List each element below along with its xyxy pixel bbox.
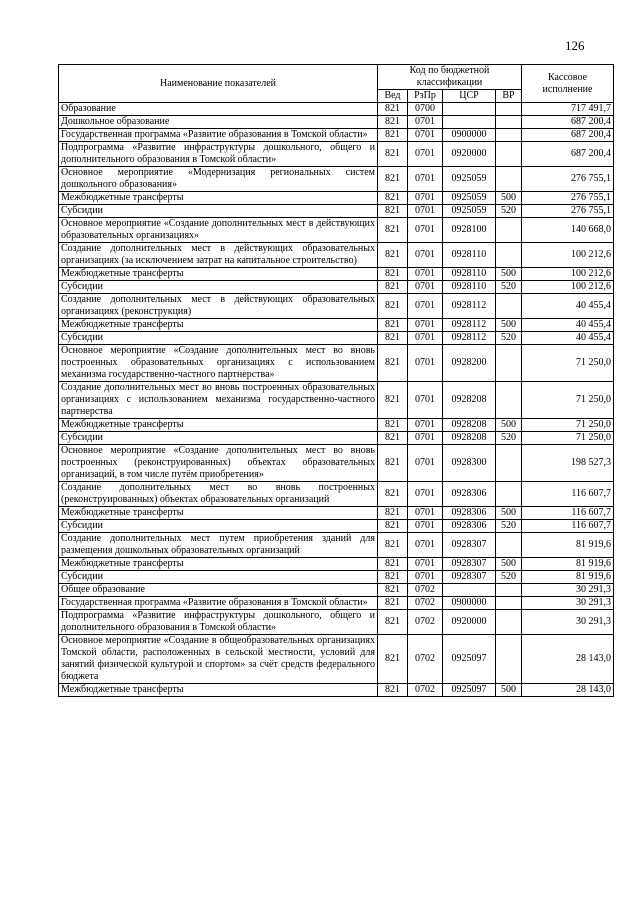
header-csr: ЦСР: [443, 90, 496, 103]
row-name: Дошкольное образование: [59, 116, 378, 129]
row-rzpr: 0702: [408, 584, 443, 597]
row-ved: 821: [378, 345, 408, 382]
row-ved: 821: [378, 332, 408, 345]
row-rzpr: 0701: [408, 382, 443, 419]
row-name: Субсидии: [59, 432, 378, 445]
row-rzpr: 0702: [408, 684, 443, 697]
row-csr: [443, 584, 496, 597]
row-vr: 520: [496, 432, 522, 445]
row-csr: 0928208: [443, 382, 496, 419]
row-vr: [496, 345, 522, 382]
row-csr: 0928307: [443, 571, 496, 584]
table-row: [59, 445, 614, 482]
row-vr: [496, 635, 522, 684]
row-rzpr: 0702: [408, 610, 443, 635]
header-code-group: Код по бюджетной классификации: [378, 65, 522, 90]
table-row: [59, 558, 614, 571]
row-amount: 71 250,0: [522, 345, 614, 382]
row-vr: [496, 584, 522, 597]
table-row: [59, 142, 614, 167]
row-vr: 520: [496, 281, 522, 294]
row-ved: 821: [378, 116, 408, 129]
row-rzpr: 0701: [408, 268, 443, 281]
row-ved: 821: [378, 294, 408, 319]
row-ved: 821: [378, 218, 408, 243]
row-csr: 0928112: [443, 294, 496, 319]
table-row: [59, 103, 614, 116]
row-ved: 821: [378, 281, 408, 294]
row-ved: 821: [378, 445, 408, 482]
row-amount: 140 668,0: [522, 218, 614, 243]
row-csr: [443, 116, 496, 129]
row-csr: 0928306: [443, 507, 496, 520]
row-amount: 100 212,6: [522, 268, 614, 281]
row-vr: 520: [496, 520, 522, 533]
row-rzpr: 0701: [408, 520, 443, 533]
row-ved: 821: [378, 382, 408, 419]
row-vr: [496, 482, 522, 507]
row-rzpr: 0701: [408, 294, 443, 319]
header-ved: Вед: [378, 90, 408, 103]
row-amount: 717 491,7: [522, 103, 614, 116]
row-ved: 821: [378, 584, 408, 597]
table-row: [59, 597, 614, 610]
row-vr: [496, 142, 522, 167]
table-row: [59, 571, 614, 584]
row-vr: [496, 610, 522, 635]
row-name: Межбюджетные трансферты: [59, 319, 378, 332]
row-ved: 821: [378, 507, 408, 520]
row-vr: [496, 597, 522, 610]
row-rzpr: 0701: [408, 281, 443, 294]
header-vr: ВР: [496, 90, 522, 103]
row-name: Межбюджетные трансферты: [59, 419, 378, 432]
row-amount: 28 143,0: [522, 635, 614, 684]
row-vr: [496, 533, 522, 558]
row-amount: 71 250,0: [522, 382, 614, 419]
table-row: [59, 218, 614, 243]
row-name: Создание дополнительных мест во вновь построенных образовательных организациях с использованием механизма государственно-частного партнерства: [59, 382, 378, 419]
row-vr: [496, 445, 522, 482]
row-rzpr: 0701: [408, 332, 443, 345]
row-rzpr: 0701: [408, 558, 443, 571]
row-vr: 500: [496, 558, 522, 571]
table-row: [59, 482, 614, 507]
row-amount: 71 250,0: [522, 432, 614, 445]
row-rzpr: 0701: [408, 243, 443, 268]
row-ved: 821: [378, 167, 408, 192]
row-rzpr: 0701: [408, 167, 443, 192]
row-ved: 821: [378, 319, 408, 332]
header-rzpr: РзПр: [408, 90, 443, 103]
row-amount: 276 755,1: [522, 167, 614, 192]
row-amount: 198 527,3: [522, 445, 614, 482]
row-name: Создание дополнительных мест в действующих образовательных организациях (реконструкция): [59, 294, 378, 319]
row-amount: 40 455,4: [522, 319, 614, 332]
row-name: Создание дополнительных мест в действующих образовательных организациях (за исключением затрат на капитальное строительство): [59, 243, 378, 268]
row-vr: 520: [496, 571, 522, 584]
row-rzpr: 0701: [408, 445, 443, 482]
row-name: Государственная программа «Развитие образования в Томской области»: [59, 129, 378, 142]
row-name: Основное мероприятие «Модернизация региональных систем дошкольного образования»: [59, 167, 378, 192]
row-name: Основное мероприятие «Создание дополнительных мест во вновь построенных образовательных организациях с использованием механизма государственно-частного партнерства»: [59, 345, 378, 382]
row-amount: 30 291,3: [522, 597, 614, 610]
row-name: Субсидии: [59, 571, 378, 584]
row-vr: 500: [496, 684, 522, 697]
row-csr: 0925059: [443, 205, 496, 218]
row-rzpr: 0701: [408, 345, 443, 382]
row-ved: 821: [378, 192, 408, 205]
row-amount: 30 291,3: [522, 584, 614, 597]
row-rzpr: 0702: [408, 635, 443, 684]
table-row: [59, 432, 614, 445]
row-csr: 0925059: [443, 167, 496, 192]
row-ved: 821: [378, 610, 408, 635]
row-name: Межбюджетные трансферты: [59, 192, 378, 205]
row-name: Межбюджетные трансферты: [59, 558, 378, 571]
table-row: [59, 520, 614, 533]
table-row: [59, 268, 614, 281]
row-ved: 821: [378, 571, 408, 584]
row-amount: 116 607,7: [522, 520, 614, 533]
row-ved: 821: [378, 268, 408, 281]
row-amount: 276 755,1: [522, 205, 614, 218]
table-row: [59, 167, 614, 192]
row-name: Основное мероприятие «Создание дополнительных мест во вновь построенных (реконструированных) объектах образовательных организаций, в том числе путём приобретения»: [59, 445, 378, 482]
row-csr: 0925097: [443, 684, 496, 697]
row-csr: 0925059: [443, 192, 496, 205]
row-ved: 821: [378, 419, 408, 432]
row-vr: 520: [496, 205, 522, 218]
table-row: [59, 332, 614, 345]
row-rzpr: 0701: [408, 142, 443, 167]
row-vr: 500: [496, 268, 522, 281]
row-rzpr: 0701: [408, 319, 443, 332]
row-rzpr: 0701: [408, 129, 443, 142]
row-vr: 500: [496, 319, 522, 332]
row-rzpr: 0701: [408, 419, 443, 432]
row-rzpr: 0701: [408, 218, 443, 243]
row-ved: 821: [378, 243, 408, 268]
row-vr: [496, 294, 522, 319]
row-csr: 0928208: [443, 432, 496, 445]
table-row: [59, 584, 614, 597]
row-csr: 0928100: [443, 218, 496, 243]
table-row: [59, 684, 614, 697]
row-ved: 821: [378, 635, 408, 684]
row-csr: 0928208: [443, 419, 496, 432]
row-vr: 520: [496, 332, 522, 345]
row-name: Субсидии: [59, 205, 378, 218]
table-row: [59, 533, 614, 558]
row-csr: 0928306: [443, 520, 496, 533]
table-row: [59, 319, 614, 332]
row-vr: 500: [496, 507, 522, 520]
row-ved: 821: [378, 129, 408, 142]
page-number: 126: [565, 38, 585, 53]
budget-table: [58, 64, 614, 697]
row-csr: 0928112: [443, 319, 496, 332]
row-csr: 0928307: [443, 558, 496, 571]
row-rzpr: 0701: [408, 205, 443, 218]
row-vr: [496, 382, 522, 419]
row-amount: 30 291,3: [522, 610, 614, 635]
row-csr: 0928200: [443, 345, 496, 382]
row-csr: 0928306: [443, 482, 496, 507]
row-amount: 100 212,6: [522, 243, 614, 268]
row-ved: 821: [378, 482, 408, 507]
row-amount: 40 455,4: [522, 294, 614, 319]
row-rzpr: 0701: [408, 192, 443, 205]
row-rzpr: 0701: [408, 432, 443, 445]
row-csr: 0928112: [443, 332, 496, 345]
row-amount: 71 250,0: [522, 419, 614, 432]
table-row: [59, 345, 614, 382]
row-ved: 821: [378, 142, 408, 167]
row-csr: 0928110: [443, 268, 496, 281]
row-csr: 0900000: [443, 129, 496, 142]
row-vr: 500: [496, 419, 522, 432]
row-name: Основное мероприятие «Создание в общеобразовательных организациях Томской области, расположенных в сельской местности, условий для занятий физической культурой и спортом» за счёт средств федерального бюджета: [59, 635, 378, 684]
row-name: Подпрограмма «Развитие инфраструктуры дошкольного, общего и дополнительного образования в Томской области»: [59, 142, 378, 167]
row-vr: 500: [496, 192, 522, 205]
row-amount: 116 607,7: [522, 507, 614, 520]
table-row: [59, 419, 614, 432]
table-row: [59, 294, 614, 319]
row-amount: 81 919,6: [522, 533, 614, 558]
table-row: [59, 192, 614, 205]
row-ved: 821: [378, 432, 408, 445]
row-vr: [496, 116, 522, 129]
row-amount: 81 919,6: [522, 571, 614, 584]
row-csr: 0900000: [443, 597, 496, 610]
row-amount: 276 755,1: [522, 192, 614, 205]
row-amount: 687 200,4: [522, 116, 614, 129]
table-row: [59, 243, 614, 268]
table-body: [59, 103, 614, 697]
row-amount: 28 143,0: [522, 684, 614, 697]
row-rzpr: 0701: [408, 482, 443, 507]
row-amount: 687 200,4: [522, 142, 614, 167]
row-rzpr: 0701: [408, 533, 443, 558]
row-vr: [496, 243, 522, 268]
row-ved: 821: [378, 103, 408, 116]
row-name: Межбюджетные трансферты: [59, 507, 378, 520]
table-row: [59, 205, 614, 218]
row-amount: 116 607,7: [522, 482, 614, 507]
row-name: Межбюджетные трансферты: [59, 268, 378, 281]
row-ved: 821: [378, 205, 408, 218]
row-rzpr: 0701: [408, 116, 443, 129]
row-csr: 0928300: [443, 445, 496, 482]
row-vr: [496, 167, 522, 192]
table-row: [59, 635, 614, 684]
row-ved: 821: [378, 597, 408, 610]
row-amount: 40 455,4: [522, 332, 614, 345]
table-row: [59, 382, 614, 419]
table-row: [59, 281, 614, 294]
table-row: [59, 507, 614, 520]
row-amount: 81 919,6: [522, 558, 614, 571]
header-name: Наименование показателей: [59, 65, 378, 103]
row-vr: [496, 129, 522, 142]
row-name: Образование: [59, 103, 378, 116]
row-vr: [496, 218, 522, 243]
row-name: Государственная программа «Развитие образования в Томской области»: [59, 597, 378, 610]
row-vr: [496, 103, 522, 116]
row-rzpr: 0700: [408, 103, 443, 116]
row-rzpr: 0701: [408, 507, 443, 520]
row-rzpr: 0701: [408, 571, 443, 584]
row-csr: 0925097: [443, 635, 496, 684]
row-amount: 100 212,6: [522, 281, 614, 294]
row-ved: 821: [378, 520, 408, 533]
row-ved: 821: [378, 684, 408, 697]
row-rzpr: 0702: [408, 597, 443, 610]
header-cash: Кассовое исполнение: [522, 65, 614, 103]
row-csr: 0920000: [443, 142, 496, 167]
row-csr: 0928307: [443, 533, 496, 558]
row-name: Общее образование: [59, 584, 378, 597]
table-row: [59, 116, 614, 129]
row-name: Субсидии: [59, 281, 378, 294]
row-ved: 821: [378, 533, 408, 558]
row-name: Создание дополнительных мест путем приобретения зданий для размещения дошкольных образовательных организаций: [59, 533, 378, 558]
row-name: Субсидии: [59, 332, 378, 345]
row-csr: 0928110: [443, 243, 496, 268]
row-name: Субсидии: [59, 520, 378, 533]
table-row: [59, 610, 614, 635]
row-ved: 821: [378, 558, 408, 571]
row-name: Создание дополнительных мест во вновь построенных (реконструированных) объектах образовательных организаций: [59, 482, 378, 507]
row-csr: [443, 103, 496, 116]
row-name: Подпрограмма «Развитие инфраструктуры дошкольного, общего и дополнительного образования в Томской области»: [59, 610, 378, 635]
row-amount: 687 200,4: [522, 129, 614, 142]
row-csr: 0920000: [443, 610, 496, 635]
table-row: [59, 129, 614, 142]
row-name: Основное мероприятие «Создание дополнительных мест в действующих образовательных организациях»: [59, 218, 378, 243]
row-csr: 0928110: [443, 281, 496, 294]
row-name: Межбюджетные трансферты: [59, 684, 378, 697]
